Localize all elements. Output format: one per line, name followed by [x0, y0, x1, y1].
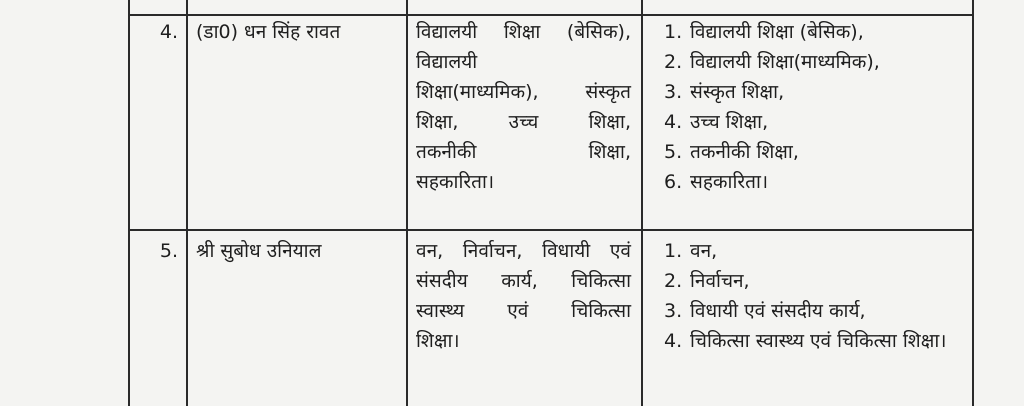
list-item: 2. निर्वाचन, [664, 270, 750, 292]
table-column-divider-1 [186, 0, 188, 406]
departments-line: संसदीय कार्य, चिकित्सा [416, 270, 631, 292]
table-column-divider-2 [406, 0, 408, 406]
departments-line: वन, निर्वाचन, विधायी एवं [416, 240, 631, 262]
departments-line: शिक्षा(माध्यमिक), संस्कृत [416, 81, 631, 103]
departments-line: तकनीकी शिक्षा, [416, 141, 631, 163]
list-item: 4. चिकित्सा स्वास्थ्य एवं चिकित्सा शिक्षा। [664, 330, 947, 352]
departments-line: विद्यालयी [416, 51, 478, 73]
list-item: 4. उच्च शिक्षा, [664, 111, 769, 133]
list-item: 2. विद्यालयी शिक्षा(माध्यमिक), [664, 51, 880, 73]
departments-line: शिक्षा। [416, 330, 460, 352]
list-item: 3. संस्कृत शिक्षा, [664, 81, 785, 103]
serial-number: 5. [159, 240, 178, 262]
departments-text [416, 236, 631, 356]
departments-line: सहकारिता। [416, 171, 495, 193]
list-item: 1. वन, [664, 240, 718, 262]
departments-text [416, 17, 631, 197]
serial-number: 4. [159, 21, 178, 43]
table-rule-middle [128, 229, 974, 231]
table-rule-top [128, 14, 974, 16]
departments-line: शिक्षा, उच्च शिक्षा, [416, 111, 631, 133]
minister-name: (डा0) धन सिंह रावत [196, 21, 341, 43]
table-border-left [128, 0, 130, 406]
departments-list [664, 17, 964, 197]
list-item: 6. सहकारिता। [664, 171, 769, 193]
list-item: 3. विधायी एवं संसदीय कार्य, [664, 300, 866, 322]
departments-line: विद्यालयी शिक्षा (बेसिक), [416, 21, 631, 43]
departments-list [664, 236, 964, 356]
table-border-right [972, 0, 974, 406]
minister-name: श्री सुबोध उनियाल [196, 240, 322, 262]
departments-line: स्वास्थ्य एवं चिकित्सा [416, 300, 631, 322]
list-item: 1. विद्यालयी शिक्षा (बेसिक), [664, 21, 864, 43]
list-item: 5. तकनीकी शिक्षा, [664, 141, 799, 163]
table-column-divider-3 [641, 0, 643, 406]
